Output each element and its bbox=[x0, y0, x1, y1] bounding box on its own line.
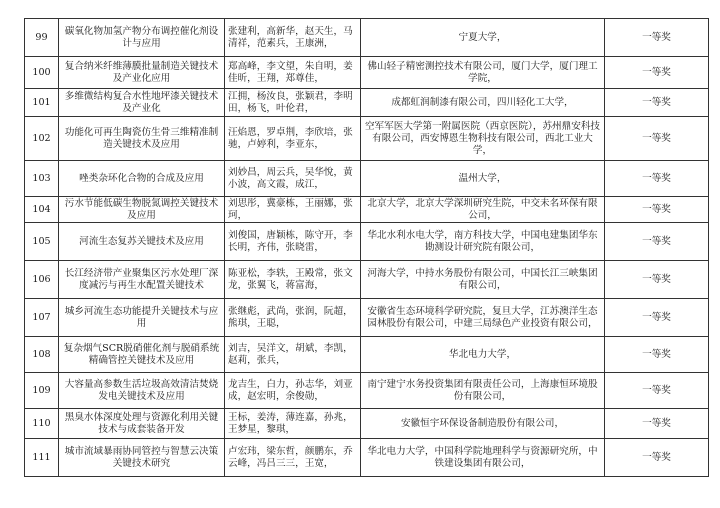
institutions: 华北水利水电大学，南方科技大学，中国电建集团华东勘测设计研究院有限公司， bbox=[361, 223, 605, 261]
project-name: 河流生态复苏关键技术及应用 bbox=[59, 223, 225, 261]
project-name: 大容量高参数生活垃圾高效清洁焚烧发电关键技术及应用 bbox=[59, 373, 225, 409]
project-name: 唑类杂环化合物的合成及应用 bbox=[59, 161, 225, 197]
project-name: 长江经济带产业聚集区污水处理厂深度减污与再生水配置关键技术 bbox=[59, 261, 225, 299]
row-number: 107 bbox=[25, 299, 59, 337]
project-name: 复杂烟气SCR脱硝催化剂与脱硝系统精确管控关键技术及应用 bbox=[59, 337, 225, 373]
contributors: 汪焰恩，罗卓荆，李欣培，张驰，卢婷利，李亚东， bbox=[225, 117, 361, 161]
institutions: 成都虹润制漆有限公司，四川轻化工大学， bbox=[361, 89, 605, 117]
table-row bbox=[25, 223, 709, 261]
contributors: 刘俊国，唐颖栋，陈守开，李长明，齐伟，张晓雷， bbox=[225, 223, 361, 261]
row-number: 105 bbox=[25, 223, 59, 261]
row-number: 103 bbox=[25, 161, 59, 197]
project-name: 城市流域暴雨协同管控与智慧云决策关键技术研究 bbox=[59, 439, 225, 477]
row-number: 102 bbox=[25, 117, 59, 161]
award-level: 一等奖 bbox=[605, 89, 709, 117]
contributors: 刘妙昌，周云兵，吴华悅，黄小波，高文霞，成江， bbox=[225, 161, 361, 197]
table-row bbox=[25, 19, 709, 57]
table-row bbox=[25, 197, 709, 223]
row-number: 109 bbox=[25, 373, 59, 409]
institutions: 安徽省生态环境科学研究院，复旦大学，江苏澳洋生态园林股份有限公司，中建三局绿色产业投资有限公司， bbox=[361, 299, 605, 337]
award-level: 一等奖 bbox=[605, 19, 709, 57]
contributors: 王标，姜涛，薄连嘉，孙兆，王梦星，黎琪， bbox=[225, 409, 361, 439]
project-name: 复合纳米纤维薄膜批量制造关键技术及产业化应用 bbox=[59, 57, 225, 89]
institutions: 宁夏大学， bbox=[361, 19, 605, 57]
award-level: 一等奖 bbox=[605, 197, 709, 223]
table-row bbox=[25, 439, 709, 477]
award-level: 一等奖 bbox=[605, 57, 709, 89]
project-name: 多维微结构复合水性地坪漆关键技术及产业化 bbox=[59, 89, 225, 117]
institutions: 南宁建宁水务投资集团有限责任公司，上海康恒环境股份有限公司， bbox=[361, 373, 605, 409]
project-name: 城乡河流生态功能提升关键技术与应用 bbox=[59, 299, 225, 337]
table-row bbox=[25, 373, 709, 409]
project-name: 功能化可再生陶瓷仿生骨三维精准制造关键技术及应用 bbox=[59, 117, 225, 161]
institutions: 空军军医大学第一附属医院（西京医院），苏州鼎安科技有限公司，西安博恩生物科技有限公司，西北工业大学， bbox=[361, 117, 605, 161]
institutions: 华北电力大学， bbox=[361, 337, 605, 373]
award-level: 一等奖 bbox=[605, 117, 709, 161]
award-level: 一等奖 bbox=[605, 299, 709, 337]
row-number: 101 bbox=[25, 89, 59, 117]
award-level: 一等奖 bbox=[605, 409, 709, 439]
institutions: 华北电力大学，中国科学院地理科学与资源研究所，中铁建设集团有限公司， bbox=[361, 439, 605, 477]
award-level: 一等奖 bbox=[605, 337, 709, 373]
row-number: 110 bbox=[25, 409, 59, 439]
row-number: 108 bbox=[25, 337, 59, 373]
award-level: 一等奖 bbox=[605, 223, 709, 261]
table-row bbox=[25, 409, 709, 439]
table-row bbox=[25, 261, 709, 299]
project-name: 黑臭水体深度处理与资源化利用关键技术与成套装备开发 bbox=[59, 409, 225, 439]
row-number: 104 bbox=[25, 197, 59, 223]
row-number: 99 bbox=[25, 19, 59, 57]
contributors: 张建利，高新华，赵天生，马清祥，范素兵，王康洲， bbox=[225, 19, 361, 57]
project-name: 污水节能低碳生物脱氮调控关键技术及应用 bbox=[59, 197, 225, 223]
table-row bbox=[25, 57, 709, 89]
institutions: 北京大学，北京大学深圳研究生院，中交未名环保有限公司， bbox=[361, 197, 605, 223]
table-row bbox=[25, 161, 709, 197]
contributors: 卢宏玮，梁东哲，颜鹏东，乔云峰，冯吕三三，王宽， bbox=[225, 439, 361, 477]
institutions: 佛山轻子精密测控技术有限公司，厦门大学，厦门理工学院， bbox=[361, 57, 605, 89]
row-number: 111 bbox=[25, 439, 59, 477]
contributors: 张继彪，武尚，张润，阮超，熊琪，王聪， bbox=[225, 299, 361, 337]
award-level: 一等奖 bbox=[605, 439, 709, 477]
row-number: 100 bbox=[25, 57, 59, 89]
contributors: 刘思彤，冀豪栋，王丽娜，张珂， bbox=[225, 197, 361, 223]
award-level: 一等奖 bbox=[605, 373, 709, 409]
institutions: 安徽恒宇环保设备制造股份有限公司， bbox=[361, 409, 605, 439]
row-number: 106 bbox=[25, 261, 59, 299]
table-row bbox=[25, 117, 709, 161]
contributors: 江拥，杨汝良，张颖君，李明田，杨飞，叶伦君， bbox=[225, 89, 361, 117]
table-row bbox=[25, 337, 709, 373]
institutions: 河海大学，中持水务股份有限公司，中国长江三峡集团有限公司， bbox=[361, 261, 605, 299]
contributors: 陈亚松，李轶，王殿常，张文龙，张翼飞，蒋富海， bbox=[225, 261, 361, 299]
table-row bbox=[25, 89, 709, 117]
contributors: 郑高峰，李文望，朱自明，姜佳昕，王翔，郑尊佳， bbox=[225, 57, 361, 89]
project-name: 碳氧化物加氢产物分布调控催化剂设计与应用 bbox=[59, 19, 225, 57]
award-level: 一等奖 bbox=[605, 161, 709, 197]
award-level: 一等奖 bbox=[605, 261, 709, 299]
contributors: 龙吉生，白力，孙志华，刘亚成，赵宏明，余俊勋， bbox=[225, 373, 361, 409]
institutions: 温州大学， bbox=[361, 161, 605, 197]
table-row bbox=[25, 299, 709, 337]
award-table bbox=[24, 18, 709, 477]
contributors: 刘吉，吴洋文，胡斌，李凯，赵莉，张兵， bbox=[225, 337, 361, 373]
